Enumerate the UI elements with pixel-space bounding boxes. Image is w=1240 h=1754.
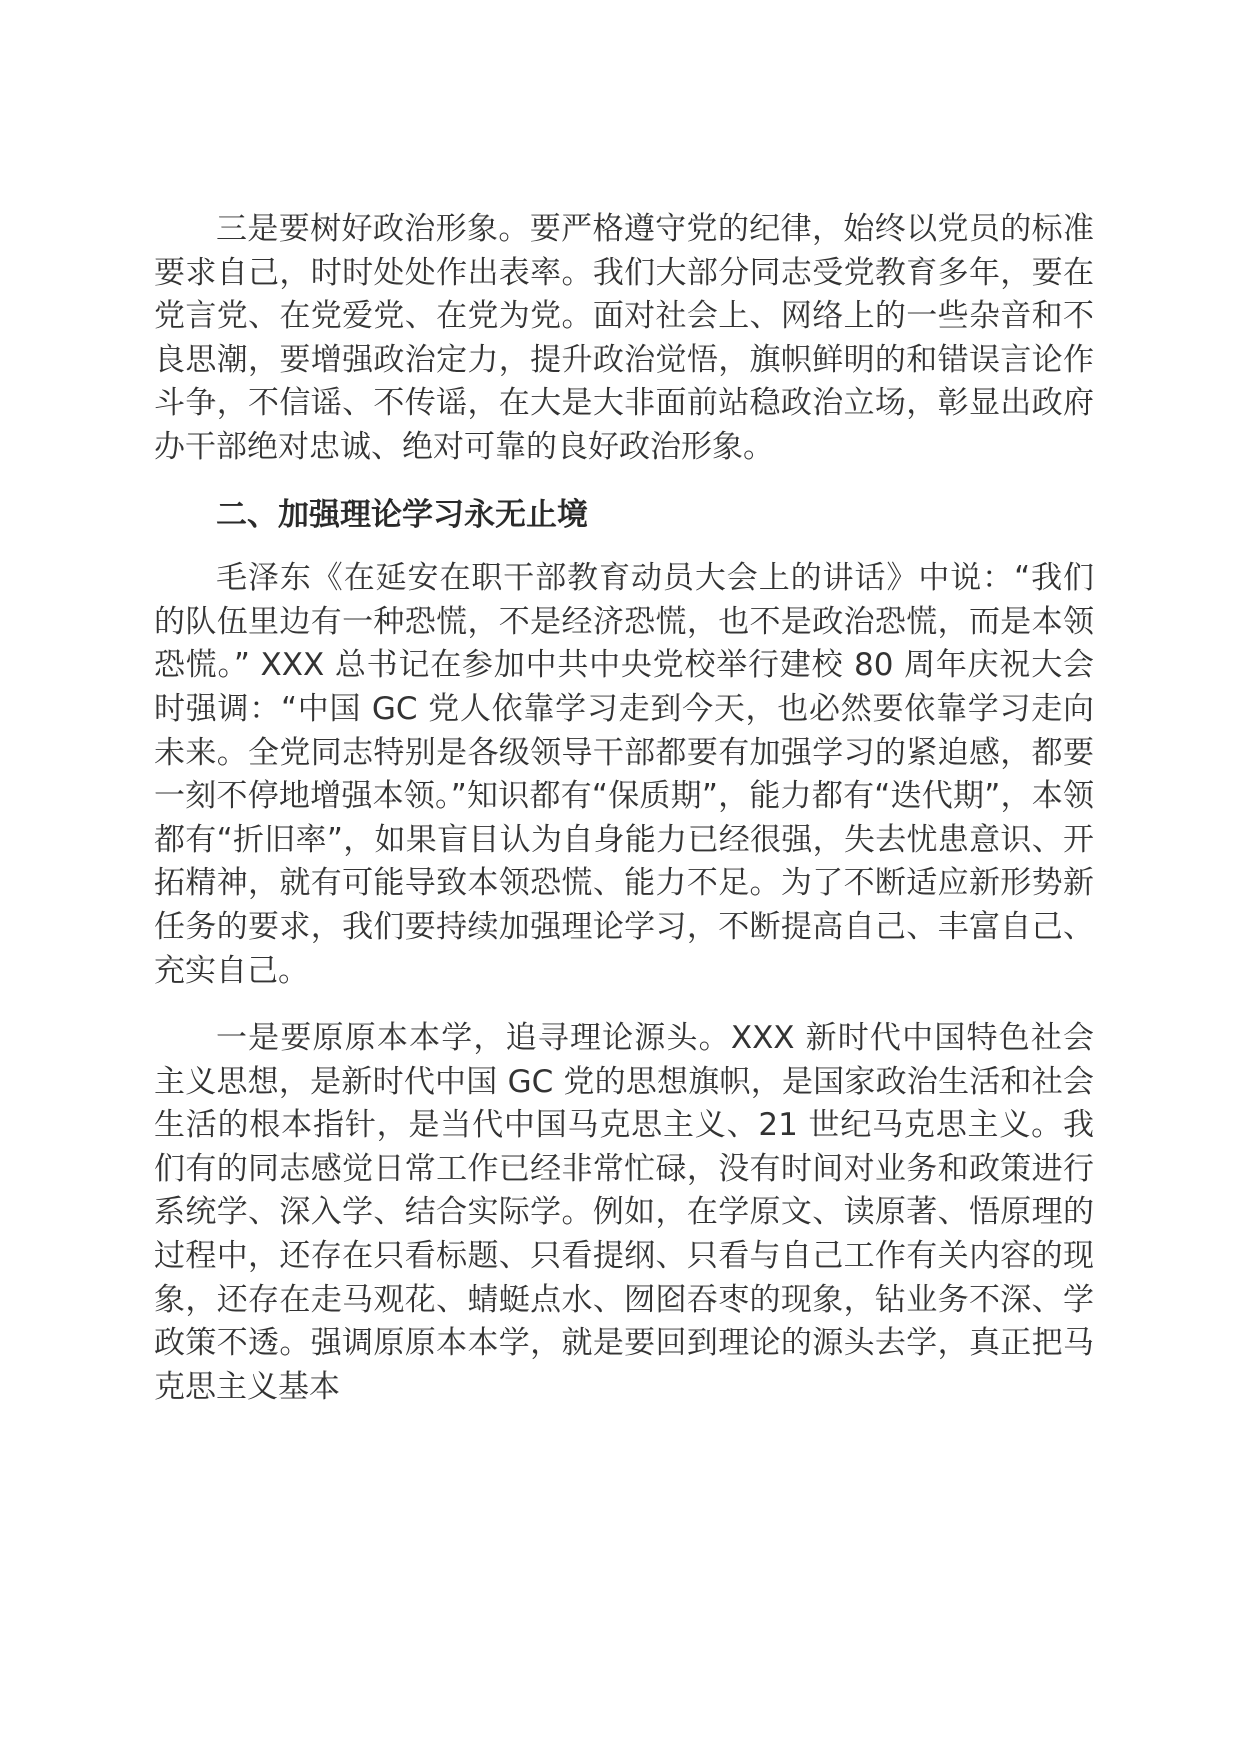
paragraph-original-study: 一是要原原本本学，追寻理论源头。XXX 新时代中国特色社会主义思想，是新时代中国 GC 党的思想旗帜，是国家政治生活和社会生活的根本指针，是当代中国马克思主义、21 世纪马克思主义。我们有的同志感觉日常工作已经非常忙碌，没有时间对业务和政策进行系统学、深入学、结合实际学。例如，在学原文、读原著、悟原理的过程中，还存在只看标题、只看提纲、只看与自己工作有关内容的现象，还存在走马观花、蜻蜓点水、囫囵吞枣的现象，钻业务不深、学政策不透。强调原原本本学，就是要回到理论的源头去学，真正把马克思主义基本 [154,1020,1094,1405]
paragraph-theory-study: 毛泽东《在延安在职干部教育动员大会上的讲话》中说：“我们的队伍里边有一种恐慌，不是经济恐慌，也不是政治恐慌，而是本领恐慌。” XXX 总书记在参加中共中央党校举行建校 80 周年庆祝大会时强调：“中国 GC 党人依靠学习走到今天，也必然要依靠学习走向未来。全党同志特别是各级领导干部都要有加强学习的紧迫感，都要一刻不停地增强本领。”知识都有“保质期”，能力都有“迭代期”，本领都有“折旧率”，如果盲目认为自身能力已经很强，失去忧患意识、开拓精神，就有可能导致本领恐慌、能力不足。为了不断适应新形势新任务的要求，我们要持续加强理论学习，不断提高自己、丰富自己、充实自己。 [154,560,1094,989]
paragraph-political-image: 三是要树好政治形象。要严格遵守党的纪律，始终以党员的标准要求自己，时时处处作出表率。我们大部分同志受党教育多年，要在党言党、在党爱党、在党为党。面对社会上、网络上的一些杂音和不良思潮，要增强政治定力，提升政治觉悟，旗帜鲜明的和错误言论作斗争，不信谣、不传谣，在大是大非面前站稳政治立场，彰显出政府办干部绝对忠诚、绝对可靠的良好政治形象。 [154,211,1094,465]
document-body [154,208,1094,1433]
section-heading: 二、加强理论学习永无止境 [216,496,588,533]
